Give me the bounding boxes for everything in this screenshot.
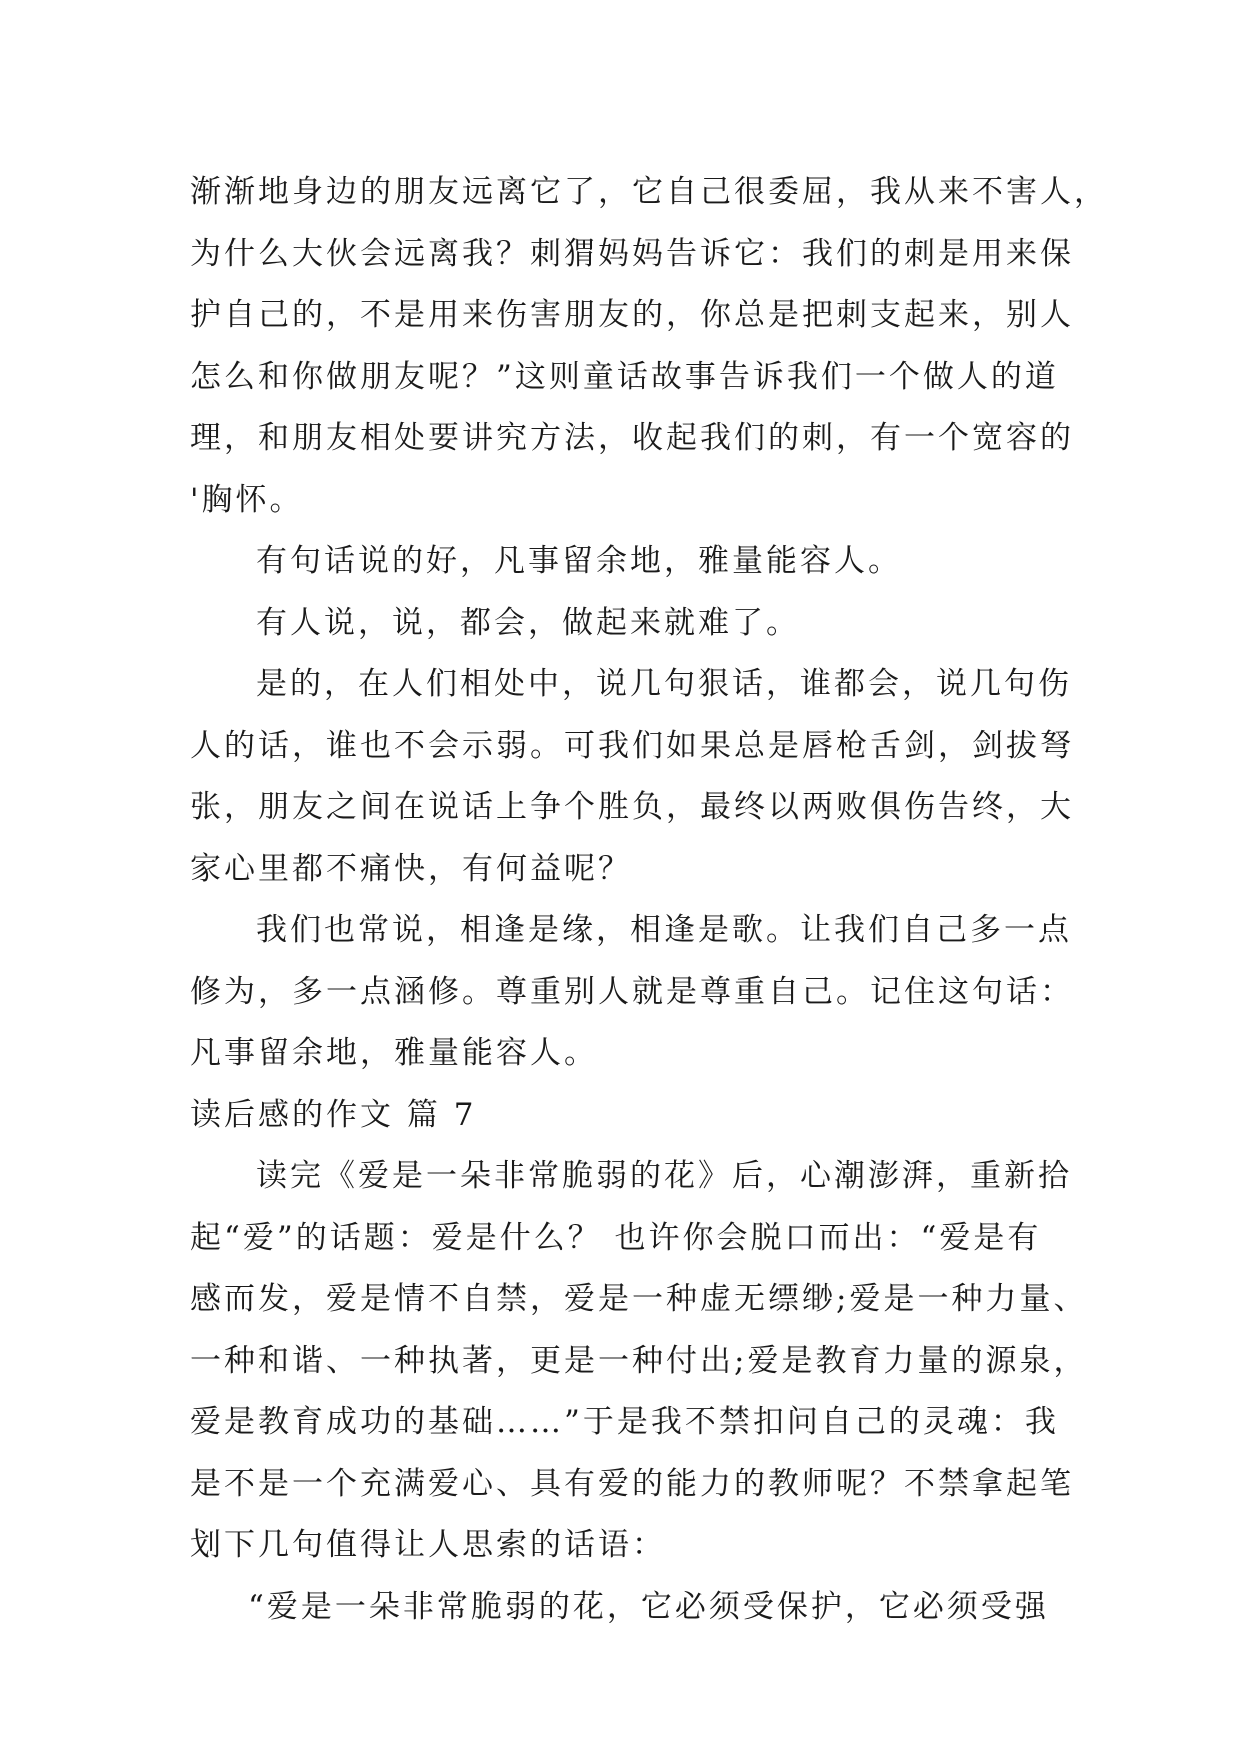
paragraph-line: 有人说，说，都会，做起来就难了。 (256, 604, 800, 641)
text-line: 为什么大伙会远离我？刺猬妈妈告诉它：我们的刺是用来保 (190, 235, 1074, 272)
text-line: 理，和朋友相处要讲究方法，收起我们的刺，有一个宽容的 (190, 420, 1074, 456)
text-line: 怎么和你做朋友呢？”这则童话故事告诉我们一个做人的道 (190, 358, 1059, 395)
paragraph-line: 读完《爱是一朵非常脆弱的花》后，心潮澎湃，重新拾 (256, 1158, 1072, 1194)
text-line: 张，朋友之间在说话上争个胜负，最终以两败俱伤告终，大 (190, 789, 1074, 825)
paragraph-line: 我们也常说，相逢是缘，相逢是歌。让我们自己多一点 (256, 912, 1072, 948)
text-line: 人的话，谁也不会示弱。可我们如果总是唇枪舌剑，剑拔弩 (190, 727, 1074, 764)
text-line: 家心里都不痛快，有何益呢？ (190, 850, 632, 887)
text-line: 感而发，爱是情不自禁，爱是一种虚无缥缈;爱是一种力量、 (190, 1281, 1088, 1317)
paragraph-line: “爱是一朵非常脆弱的花，它必须受保护，它必须受强 (248, 1588, 1049, 1625)
paragraph-line: 是的，在人们相处中，说几句狠话，谁都会，说几句伤 (256, 666, 1072, 702)
text-line: 起“爱”的话题：爱是什么？ 也许你会脱口而出：“爱是有 (190, 1219, 1042, 1256)
text-line: 修为，多一点涵修。尊重别人就是尊重自己。记住这句话： (190, 973, 1074, 1010)
text-line: 一种和谐、一种执著，更是一种付出;爱是教育力量的源泉， (190, 1342, 1088, 1379)
text-line: 渐渐地身边的朋友远离它了，它自己很委屈，我从来不害人， (190, 174, 1108, 210)
text-line: '胸怀。 (190, 481, 304, 518)
text-line: 是不是一个充满爱心、具有爱的能力的教师呢？不禁拿起笔 (190, 1465, 1074, 1502)
paragraph-line: 有句话说的好，凡事留余地，雅量能容人。 (256, 543, 902, 579)
text-line: 划下几句值得让人思索的话语： (190, 1527, 666, 1563)
text-line: 护自己的，不是用来伤害朋友的，你总是把刺支起来，别人 (190, 297, 1074, 333)
text-line: 凡事留余地，雅量能容人。 (190, 1035, 598, 1071)
document-body (190, 162, 1108, 1638)
section-heading: 读后感的作文 篇 7 (190, 1096, 477, 1133)
text-line: 爱是教育成功的基础……”于是我不禁扣问自己的灵魂：我 (190, 1404, 1059, 1440)
